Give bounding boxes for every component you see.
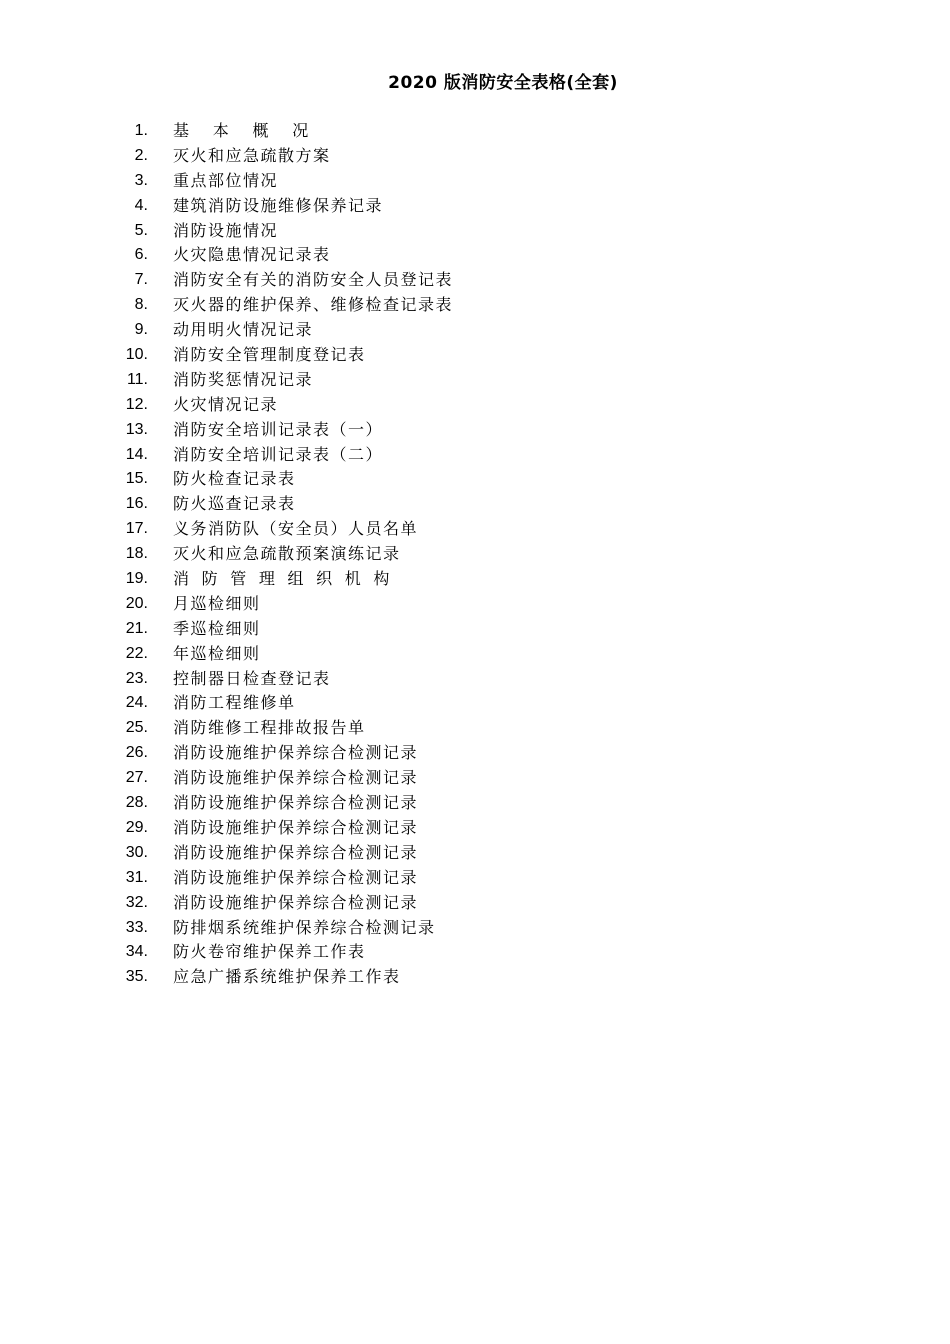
- toc-item-label: 消防设施维护保养综合检测记录: [173, 743, 419, 763]
- toc-item-number: 31.: [125, 868, 148, 886]
- toc-item: [0, 617, 950, 642]
- toc-item-number: 16.: [125, 495, 148, 513]
- toc-item-label: 消防安全管理制度登记表: [173, 345, 366, 365]
- toc-item-label: 消防设施维护保养综合检测记录: [173, 892, 419, 912]
- document-title: 2020 版消防安全表格(全套): [388, 73, 618, 93]
- toc-item-number: 2.: [134, 146, 148, 164]
- toc-item-number: 9.: [134, 321, 148, 339]
- toc-item-number: 12.: [125, 395, 148, 413]
- toc-item-number: 35.: [125, 968, 148, 986]
- toc-item-label: 消防安全培训记录表（一）: [173, 419, 384, 439]
- toc-item: [0, 866, 950, 891]
- toc-item-label: 消防设施情况: [173, 220, 279, 240]
- toc-item-label: 消防设施维护保养综合检测记录: [173, 817, 419, 837]
- toc-item: [0, 791, 950, 816]
- toc-item: [0, 443, 950, 468]
- toc-item-label: 灭火和应急疏散方案: [173, 145, 331, 165]
- toc-item-number: 4.: [134, 196, 148, 214]
- toc-item: [0, 667, 950, 692]
- toc-item: [0, 741, 950, 766]
- toc-item-number: 23.: [125, 669, 148, 687]
- toc-item-number: 1.: [134, 122, 148, 139]
- toc-item: [0, 965, 950, 990]
- toc-item-number: 30.: [125, 843, 148, 861]
- toc-item: [0, 343, 950, 368]
- toc-item-number: 19.: [125, 570, 148, 588]
- toc-item-label: 火灾隐患情况记录表: [173, 245, 331, 265]
- toc-item-label: 消防安全培训记录表（二）: [173, 444, 384, 464]
- toc-item: [0, 891, 950, 916]
- toc-item-label: 消 防 管 理 组 织 机 构: [173, 569, 391, 589]
- toc-item: [0, 169, 950, 194]
- table-of-contents: [0, 119, 950, 990]
- toc-item-label: 防排烟系统维护保养综合检测记录: [173, 917, 436, 937]
- toc-item: [0, 567, 950, 592]
- toc-item-number: 26.: [125, 744, 148, 762]
- toc-item: [0, 592, 950, 617]
- toc-item-number: 28.: [125, 794, 148, 812]
- toc-item-label: 防火卷帘维护保养工作表: [173, 942, 366, 962]
- toc-item-label: 义务消防队（安全员）人员名单: [173, 519, 419, 539]
- toc-item: [0, 642, 950, 667]
- toc-item-number: 33.: [125, 918, 148, 936]
- toc-item-label: 消防设施维护保养综合检测记录: [173, 768, 419, 788]
- toc-item: [0, 691, 950, 716]
- toc-item-label: 消防设施维护保养综合检测记录: [173, 867, 419, 887]
- toc-item: [0, 940, 950, 965]
- toc-item-label: 防火巡查记录表: [173, 494, 296, 514]
- toc-item: [0, 119, 950, 144]
- toc-item-label: 月巡检细则: [173, 593, 261, 613]
- toc-item-number: 21.: [125, 619, 148, 637]
- toc-item-label: 消防安全有关的消防安全人员登记表: [173, 270, 454, 290]
- toc-item-number: 20.: [125, 594, 148, 612]
- toc-item-number: 8.: [134, 296, 148, 314]
- toc-item-number: 29.: [125, 818, 148, 836]
- toc-item: [0, 467, 950, 492]
- toc-item: [0, 144, 950, 169]
- toc-item-label: 防火检查记录表: [173, 469, 296, 489]
- toc-item-label: 消防设施维护保养综合检测记录: [173, 842, 419, 862]
- toc-item-number: 13.: [125, 420, 148, 438]
- toc-item: [0, 368, 950, 393]
- toc-item: [0, 766, 950, 791]
- toc-item: [0, 293, 950, 318]
- toc-item-label: 灭火和应急疏散预案演练记录: [173, 544, 401, 564]
- toc-item-label: 消防奖惩情况记录: [173, 369, 314, 389]
- toc-item: [0, 542, 950, 567]
- toc-item-number: 24.: [125, 694, 148, 712]
- toc-item: [0, 816, 950, 841]
- toc-item-label: 灭火器的维护保养、维修检查记录表: [173, 295, 454, 315]
- toc-item: [0, 492, 950, 517]
- toc-item-number: 17.: [125, 520, 148, 538]
- toc-item-number: 15.: [125, 470, 148, 488]
- toc-item-label: 动用明火情况记录: [173, 320, 314, 340]
- toc-item-label: 消防设施维护保养综合检测记录: [173, 793, 419, 813]
- toc-item-label: 火灾情况记录: [173, 394, 279, 414]
- toc-item-label: 应急广播系统维护保养工作表: [173, 967, 401, 987]
- toc-item-label: 建筑消防设施维修保养记录: [173, 195, 384, 215]
- toc-item-number: 34.: [125, 943, 148, 961]
- toc-item-number: 14.: [125, 445, 148, 463]
- toc-item-number: 22.: [125, 644, 148, 662]
- toc-item: [0, 318, 950, 343]
- toc-item: [0, 393, 950, 418]
- toc-item: [0, 916, 950, 941]
- toc-item-number: 6.: [134, 246, 148, 264]
- toc-item: [0, 841, 950, 866]
- toc-item-number: 10.: [125, 346, 148, 364]
- toc-item-number: 32.: [125, 893, 148, 911]
- toc-item-number: 5.: [134, 221, 148, 239]
- toc-item: [0, 194, 950, 219]
- toc-item-label: 季巡检细则: [173, 618, 261, 638]
- toc-item-label: 重点部位情况: [173, 170, 279, 190]
- toc-item: [0, 243, 950, 268]
- toc-item-label: 消防工程维修单: [173, 693, 296, 713]
- toc-item: [0, 219, 950, 244]
- toc-item-label: 控制器日检查登记表: [173, 668, 331, 688]
- toc-item-label: 年巡检细则: [173, 643, 261, 663]
- toc-item: [0, 716, 950, 741]
- toc-item-number: 11.: [126, 370, 148, 388]
- toc-item: [0, 418, 950, 443]
- toc-item-label: 基 本 概 况: [173, 121, 310, 140]
- toc-item-number: 3.: [134, 171, 148, 189]
- toc-item-number: 7.: [134, 271, 148, 289]
- toc-item-number: 27.: [125, 769, 148, 787]
- toc-item-number: 18.: [125, 545, 148, 563]
- toc-item-number: 25.: [125, 719, 148, 737]
- toc-item-label: 消防维修工程排故报告单: [173, 718, 366, 738]
- toc-item: [0, 517, 950, 542]
- toc-item: [0, 268, 950, 293]
